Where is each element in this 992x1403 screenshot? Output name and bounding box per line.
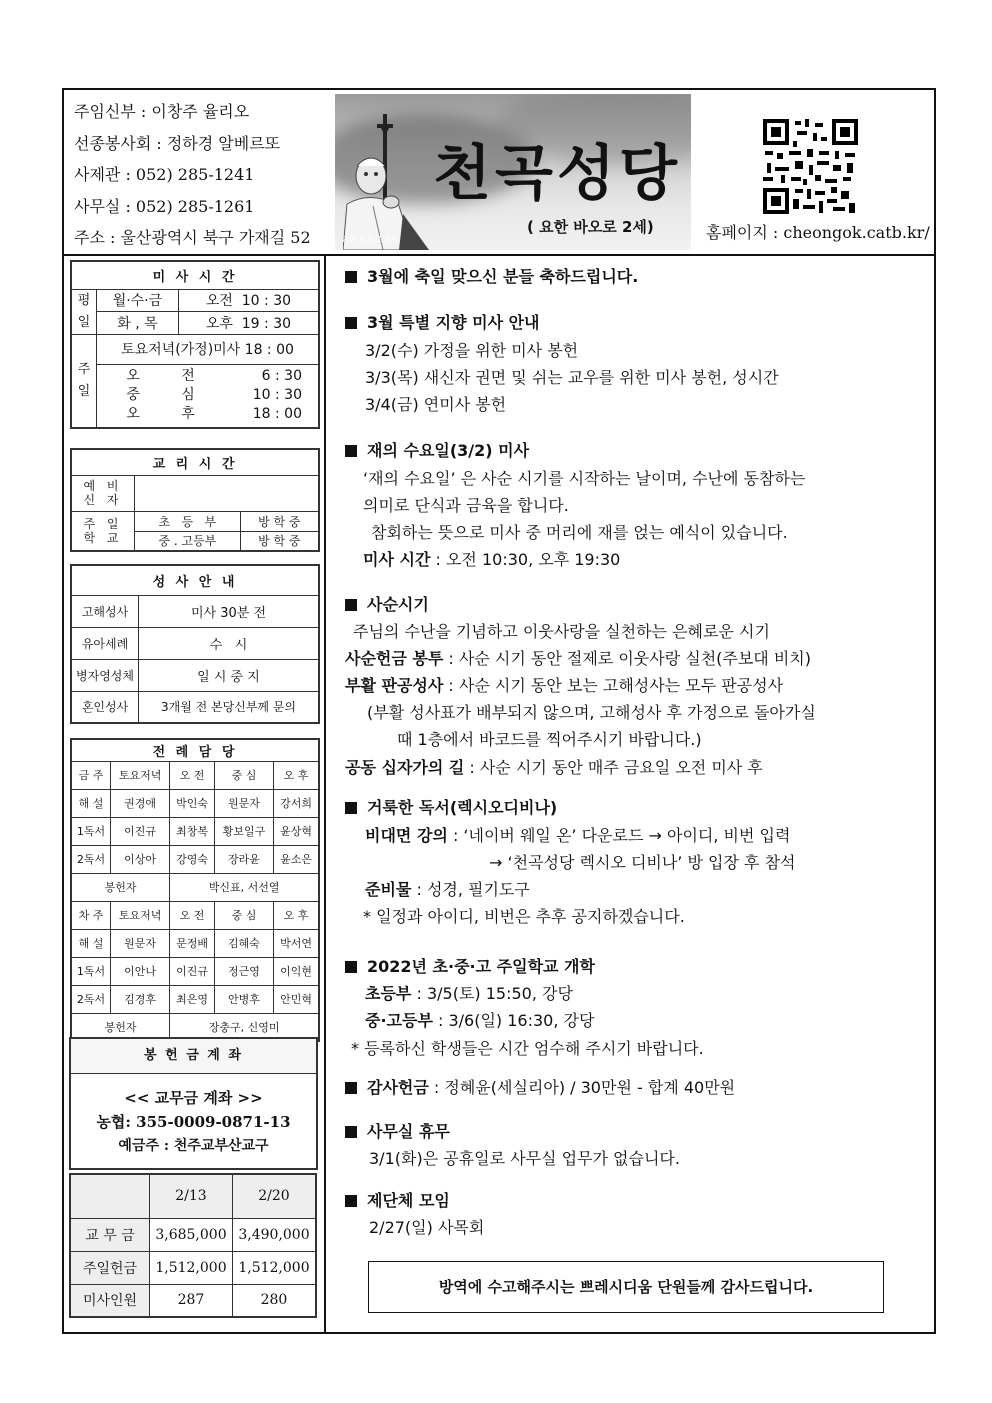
finance-label-2: 주일헌금: [70, 1251, 150, 1284]
saturday-mass: 토요저녁(가정)미사 18 : 00: [97, 334, 320, 364]
liturgy-title: 전 례 담 당: [71, 739, 319, 761]
lectio-line-4: * 일정과 아이디, 비번은 추후 공지하겠습니다.: [363, 907, 685, 926]
tw-r2c3: 장라윤: [214, 845, 273, 873]
tw-r0c4: 강서희: [274, 789, 319, 817]
weekday-days-2: 화 , 목: [97, 312, 179, 335]
school-line-1: [365, 981, 573, 1004]
sunday-a-2: 중: [126, 387, 140, 404]
sunday-t-2: 10 : 30: [252, 387, 302, 404]
notice-special-mass-title: 3월 특별 지향 미사 안내: [367, 313, 540, 332]
lent-line-6: [345, 755, 763, 778]
catechism-title: 교 리 시 간: [71, 449, 319, 475]
notice-lent-title: 사순시기: [367, 595, 429, 614]
finance-label-3: 미사인원: [70, 1284, 150, 1317]
tw-r1c4: 윤상혁: [274, 817, 319, 845]
sacrament-name-1: 고해성사: [71, 595, 139, 627]
notice-lectio-title: 거룩한 독서(렉시오디비나): [367, 798, 558, 817]
finance-table: [69, 1173, 317, 1318]
lent-line-3: [345, 673, 783, 696]
middle-high-label: 중·고등부: [365, 1011, 433, 1030]
nw-h3: 중 심: [214, 901, 273, 929]
sunday-a-1: 오: [126, 368, 140, 385]
notice-special-mass: [345, 310, 540, 333]
notice-meetings: [345, 1188, 450, 1211]
tw-h4: 오 후: [274, 761, 319, 789]
nw-r2c0: 2독서: [71, 985, 111, 1013]
weekday-time-2: 오후 19 : 30: [178, 312, 319, 335]
nw-r1c1: 이안나: [111, 957, 170, 985]
lent-confession-label: 부활 판공성사: [345, 676, 444, 695]
school-group-2: 중 . 고등부: [135, 531, 241, 551]
stations: : 사순 시기 동안 매주 금요일 오전 미사 후: [464, 758, 763, 777]
lent-line-4: (부활 성사표가 배부되지 않으며, 고해성사 후 가정으로 돌아가실: [367, 703, 816, 722]
lectio-online: : ‘네이버 웨일 온’ 다운로드 → 아이디, 비번 입력: [447, 826, 791, 845]
sacrament-name-3: 병자영성체: [71, 659, 139, 691]
sacrament-value-4: 3개월 전 본당신부께 문의: [139, 691, 320, 723]
sunday-times: [97, 364, 320, 428]
notice-ash-wednesday-title: 재의 수요일(3/2) 미사: [367, 441, 530, 460]
ash-mass-time-label: 미사 시간: [363, 550, 431, 569]
nw-h1: 토요저녁: [111, 901, 170, 929]
sunday-b-1: 전: [181, 368, 195, 385]
special-mass-3: 3/4(금) 연미사 봉헌: [365, 395, 507, 414]
square-bullet-icon: [345, 961, 357, 973]
notice-office-closed: [345, 1119, 450, 1142]
finance-label-1: 교 무 금: [70, 1218, 150, 1251]
sunday-a-3: 오: [126, 406, 140, 423]
weekday-time-1: 오전 10 : 30: [178, 289, 319, 312]
liturgy-table: [70, 738, 320, 1042]
catechism-table: [70, 448, 320, 552]
nw-h4: 오 후: [274, 901, 319, 929]
thanks-offering-title: 감사헌금: [367, 1078, 429, 1097]
pastor: 주임신부 : 이창주 율리오: [74, 102, 250, 121]
tw-r1c3: 황보일구: [214, 817, 273, 845]
header-divider: [62, 254, 936, 256]
lent-confession: : 사순 시기 동안 보는 고해성사는 모두 판공성사: [443, 676, 784, 695]
tw-r0c2: 박인숙: [170, 789, 215, 817]
square-bullet-icon: [345, 802, 357, 814]
tw-r0c1: 권경애: [111, 789, 170, 817]
sacrament-value-1: 미사 30분 전: [139, 595, 320, 627]
notice-birthday: [345, 264, 638, 287]
account-number: 농협: 355-0009-0871-13: [96, 1113, 291, 1131]
tw-r2c0: 2독서: [71, 845, 111, 873]
column-divider: [324, 254, 326, 1334]
notice-school: [345, 954, 595, 977]
ash-line-3: 참회하는 뜻으로 미사 중 머리에 재를 얹는 예식이 있습니다.: [371, 523, 788, 542]
lectio-line-1: [365, 823, 790, 846]
patron-saint: ( 요한 바오로 2세): [527, 218, 654, 236]
nw-r1c0: 1독서: [71, 957, 111, 985]
stations-label: 공동 십자가의 길: [345, 758, 465, 777]
tw-r1c0: 1독서: [71, 817, 111, 845]
notice-lent: [345, 592, 429, 615]
sacrament-name-4: 혼인성사: [71, 691, 139, 723]
lent-line-2: [345, 646, 811, 669]
tw-r2c2: 강영숙: [170, 845, 215, 873]
finance-r1v2: 3,490,000: [232, 1218, 316, 1251]
nw-r0c4: 박서연: [274, 929, 319, 957]
account-title: 봉 헌 금 계 좌: [71, 1039, 316, 1074]
catechumen-time: [135, 475, 320, 511]
lectio-line-3: [365, 877, 530, 900]
tw-offering: 박신표, 서선열: [170, 873, 319, 901]
nw-r1c4: 이익현: [274, 957, 319, 985]
rectory-phone: 사제관 : 052) 285-1241: [74, 165, 255, 184]
account-box: [69, 1037, 318, 1170]
lectio-supplies-label: 준비물: [365, 880, 412, 899]
tw-r2c4: 윤소은: [274, 845, 319, 873]
pope-photo-icon: [343, 114, 433, 250]
nw-offering: 장충구, 신영미: [170, 1013, 319, 1041]
church-banner: [335, 94, 691, 250]
meetings-line: 2/27(일) 사목회: [369, 1218, 485, 1237]
ash-line-4: [363, 547, 620, 570]
thanks-offering: : 정혜윤(세실리아) / 30만원 - 합계 40만원: [428, 1078, 736, 1097]
qr-code-icon[interactable]: [763, 119, 858, 214]
mass-times-title: 미 사 시 간: [71, 261, 319, 289]
homepage-link[interactable]: 홈페이지 : cheongok.catb.kr/: [706, 223, 930, 242]
sacrament-value-2: 수 시: [139, 627, 320, 659]
square-bullet-icon: [345, 599, 357, 611]
square-bullet-icon: [345, 1082, 357, 1094]
tw-r0c3: 원문자: [214, 789, 273, 817]
lectio-supplies: : 성경, 필기도구: [411, 880, 530, 899]
school-line-2: [365, 1008, 594, 1031]
finance-r2v1: 1,512,000: [150, 1251, 233, 1284]
nw-r0c2: 문정배: [170, 929, 215, 957]
thanks-box: 방역에 수고해주시는 쁘레시디움 단원들께 감사드립니다.: [368, 1261, 884, 1313]
lectio-online-label: 비대면 강의: [365, 826, 448, 845]
elementary-time: : 3/5(토) 15:50, 강당: [411, 984, 573, 1003]
square-bullet-icon: [345, 271, 357, 283]
tw-r2c1: 이상아: [111, 845, 170, 873]
lectio-line-2: → ‘천곡성당 렉시오 디비나’ 방 입장 후 참석: [489, 853, 796, 872]
square-bullet-icon: [345, 1195, 357, 1207]
tw-h0: 금 주: [71, 761, 111, 789]
church-name: 천곡성당: [433, 139, 681, 209]
ash-mass-time: : 오전 10:30, 오후 19:30: [430, 550, 621, 569]
elementary-label: 초등부: [365, 984, 412, 1003]
finance-r3v2: 280: [232, 1284, 316, 1317]
middle-high-time: : 3/6(일) 16:30, 강당: [432, 1011, 595, 1030]
notice-ash-wednesday: [345, 438, 529, 461]
ash-line-2: 의미로 단식과 금육을 합니다.: [363, 496, 569, 515]
nw-r2c4: 안민혁: [274, 985, 319, 1013]
square-bullet-icon: [345, 317, 357, 329]
sunday-b-2: 심: [181, 387, 195, 404]
nw-r0c1: 원문자: [111, 929, 170, 957]
finance-date-1: 2/13: [150, 1174, 233, 1218]
school-group-1: 초 등 부: [135, 511, 241, 531]
school-time-2: 방 학 중: [240, 531, 319, 551]
special-mass-1: 3/2(수) 가정을 위한 미사 봉헌: [365, 341, 579, 360]
meetings-title: 제단체 모임: [367, 1191, 450, 1210]
office-phone: 사무실 : 052) 285-1261: [74, 196, 255, 216]
church-info: [74, 96, 311, 254]
tw-h1: 토요저녁: [111, 761, 170, 789]
tw-r0c0: 해 설: [71, 789, 111, 817]
tw-h2: 오 전: [170, 761, 215, 789]
finance-date-2: 2/20: [232, 1174, 316, 1218]
tw-r1c2: 최창복: [170, 817, 215, 845]
account-line1: << 교무금 계좌 >>: [124, 1089, 263, 1107]
office-closed-title: 사무실 휴무: [367, 1122, 450, 1141]
school-line-3: * 등록하신 학생들은 시간 엄수해 주시기 바랍니다.: [351, 1039, 704, 1058]
lent-line-5: 때 1층에서 바코드를 찍어주시기 바랍니다.): [397, 730, 702, 749]
mass-times-table: [70, 260, 320, 429]
notice-school-title: 2022년 초·중·고 주일학교 개학: [367, 957, 595, 976]
nw-r2c1: 김경후: [111, 985, 170, 1013]
sunday-b-3: 후: [181, 406, 195, 423]
nw-r0c0: 해 설: [71, 929, 111, 957]
council: 선종봉사회 : 정하경 알베르또: [74, 133, 281, 153]
special-mass-2: 3/3(목) 새신자 권면 및 쉬는 교우를 위한 미사 봉헌, 성시간: [365, 368, 779, 387]
nw-h0: 차 주: [71, 901, 111, 929]
finance-r1v1: 3,685,000: [150, 1218, 233, 1251]
square-bullet-icon: [345, 1126, 357, 1138]
notice-lectio: [345, 795, 557, 818]
photo-caption: 요한 바오로 2세: [341, 235, 398, 244]
nw-h2: 오 전: [170, 901, 215, 929]
account-holder: 예금주 : 천주교부산교구: [118, 1138, 269, 1154]
sacraments-table: [70, 564, 320, 724]
office-closed-line: 3/1(화)은 공휴일로 사무실 업무가 없습니다.: [369, 1149, 680, 1168]
nw-r2c3: 안병후: [214, 985, 273, 1013]
ash-line-1: ‘재의 수요일’ 은 사순 시기를 시작하는 날이며, 수난에 동참하는: [363, 469, 806, 488]
nw-r2c2: 최은영: [170, 985, 215, 1013]
sunday-t-3: 18 : 00: [252, 406, 302, 423]
sunday-school-label: 주 일 학 교: [71, 511, 135, 551]
tw-h3: 중 심: [214, 761, 273, 789]
notice-birthday-text: 3월에 축일 맞으신 분들 축하드립니다.: [367, 267, 639, 286]
address: 주소 : 울산광역시 북구 가재길 52: [74, 228, 311, 247]
finance-r3v1: 287: [150, 1284, 233, 1317]
nw-r1c3: 정근영: [214, 957, 273, 985]
weekday-label: 평일: [71, 289, 97, 334]
nw-r1c2: 이진규: [170, 957, 215, 985]
notice-thanks-offering: [345, 1075, 735, 1098]
lent-envelope-label: 사순헌금 봉투: [345, 649, 444, 668]
nw-r0c3: 김혜숙: [214, 929, 273, 957]
school-time-1: 방 학 중: [240, 511, 319, 531]
finance-r2v2: 1,512,000: [232, 1251, 316, 1284]
sunday-label: 주일: [71, 334, 97, 428]
sacrament-value-3: 일 시 중 지: [139, 659, 320, 691]
finance-corner: [70, 1174, 150, 1218]
lent-line-1: 주님의 수난을 기념하고 이웃사랑을 실천하는 은혜로운 시기: [353, 622, 770, 641]
lent-envelope: : 사순 시기 동안 절제로 이웃사랑 실천(주보대 비치): [443, 649, 811, 668]
weekday-days-1: 월·수·금: [97, 289, 179, 312]
sacrament-name-2: 유아세례: [71, 627, 139, 659]
tw-r1c1: 이진규: [111, 817, 170, 845]
catechumen-label: 예 비 신 자: [71, 475, 135, 511]
square-bullet-icon: [345, 445, 357, 457]
nw-offering-label: 봉헌자: [71, 1013, 170, 1041]
tw-offering-label: 봉헌자: [71, 873, 170, 901]
sacraments-title: 성 사 안 내: [71, 565, 319, 595]
sunday-t-1: 6 : 30: [261, 368, 302, 385]
